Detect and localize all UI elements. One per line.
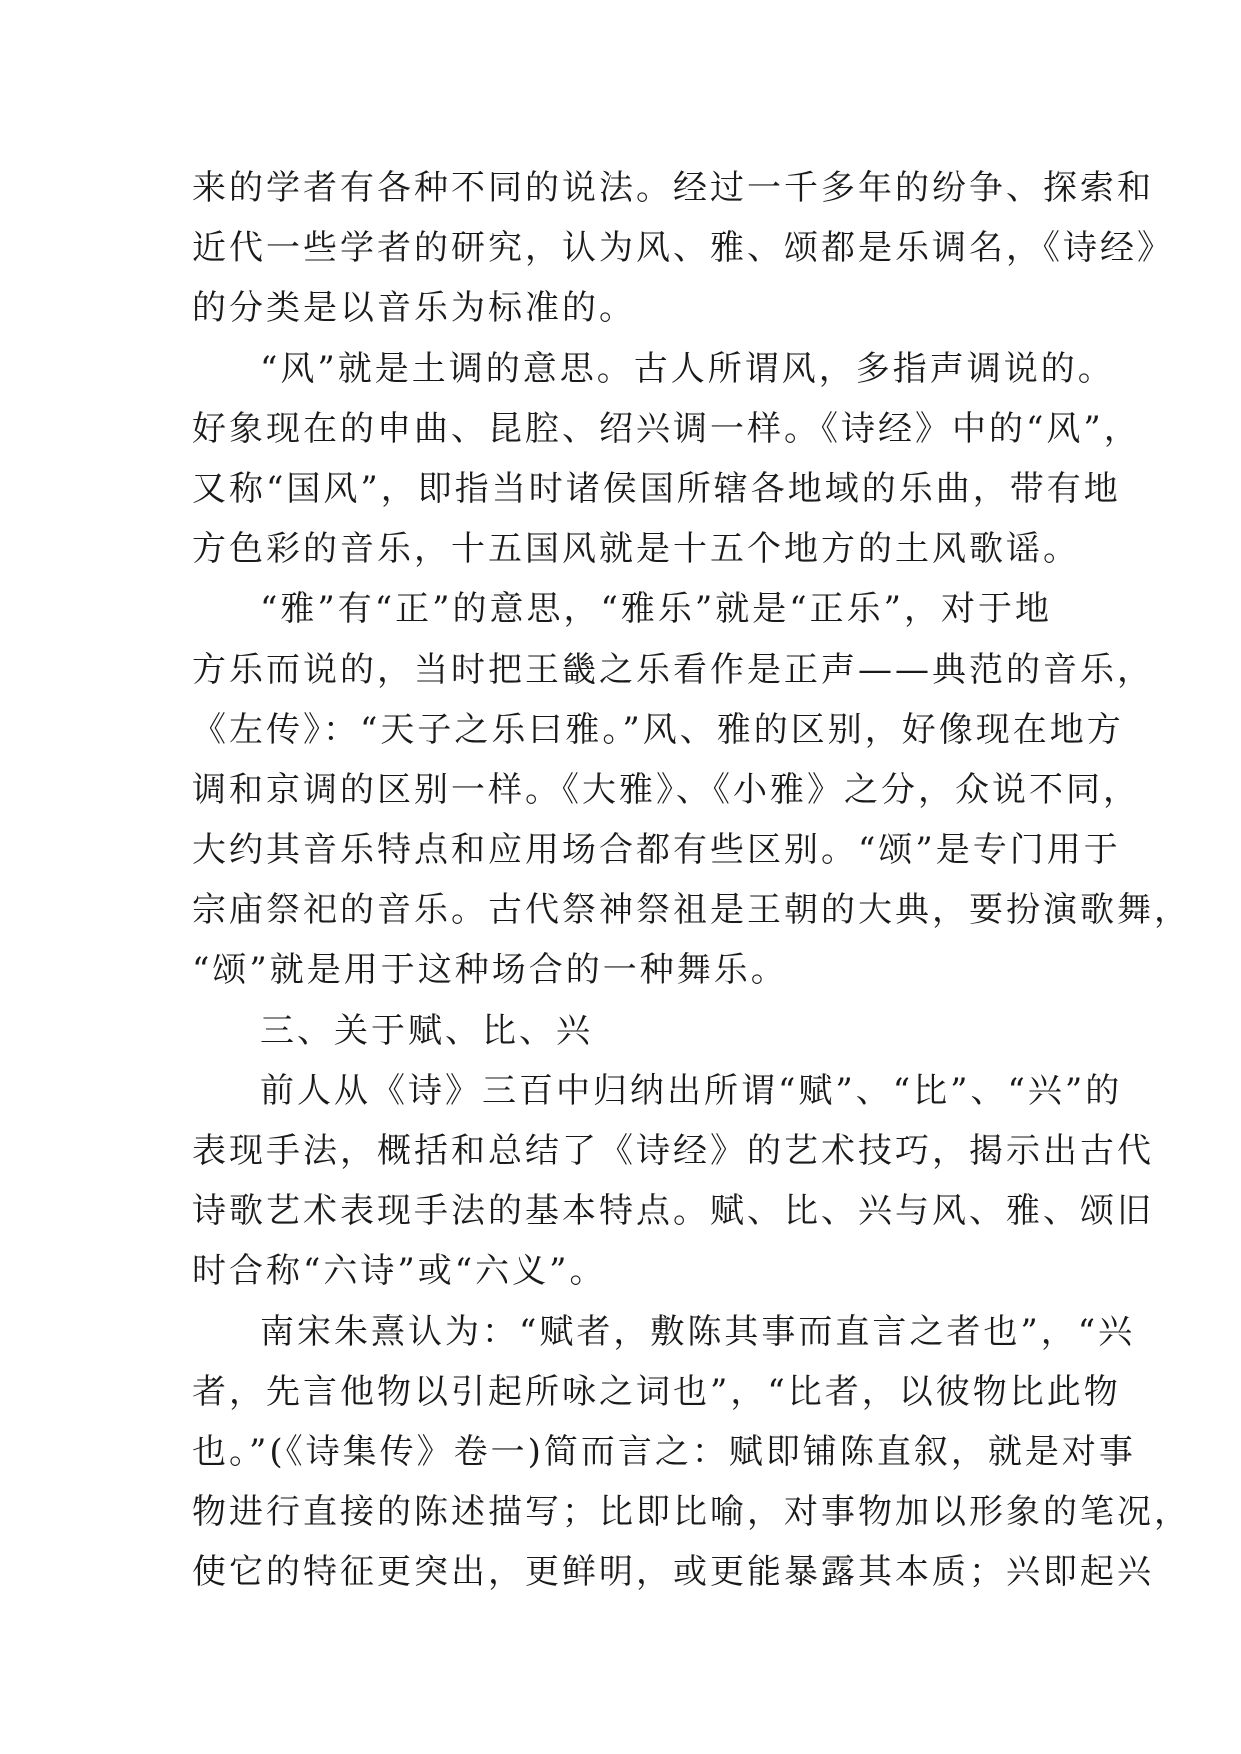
text-line: 宗庙祭祀的音乐。古代祭神祭祖是王朝的大典，要扮演歌舞， bbox=[192, 890, 1191, 931]
text-line: 诗歌艺术表现手法的基本特点。赋、比、兴与风、雅、颂旧 bbox=[192, 1191, 1154, 1232]
text-line: 《左传》：“天子之乐曰雅。”风、雅的区别，好像现在地方 bbox=[192, 709, 1124, 750]
text-line: 表现手法，概括和总结了《诗经》的艺术技巧，揭示出古代 bbox=[192, 1131, 1154, 1171]
text-line: 近代一些学者的研究，认为风、雅、颂都是乐调名，《诗经》 bbox=[192, 228, 1174, 269]
section-heading: 三、关于赋、比、兴 bbox=[260, 1010, 593, 1051]
text-line: 物进行直接的陈述描写；比即比喻，对事物加以形象的笔况， bbox=[192, 1492, 1191, 1533]
text-line: 方乐而说的，当时把王畿之乐看作是正声——典范的音乐， bbox=[192, 649, 1154, 690]
text-line: 又称“国风”，即指当时诸侯国所辖各地域的乐曲，带有地 bbox=[192, 468, 1121, 509]
text-line: 调和京调的区别一样。《大雅》、《小雅》之分，众说不同， bbox=[192, 769, 1140, 810]
text-line: 时合称“六诗”或“六义”。 bbox=[192, 1251, 607, 1292]
text-line: 前人从《诗》三百中归纳出所谓“赋”、“比”、“兴”的 bbox=[260, 1070, 1123, 1111]
text-line: 大约其音乐特点和应用场合都有些区别。“颂”是专门用于 bbox=[192, 830, 1121, 871]
text-line: 的分类是以音乐为标准的。 bbox=[192, 288, 636, 329]
text-line: “颂”就是用于这种场合的一种舞乐。 bbox=[192, 950, 788, 991]
body-text bbox=[192, 158, 1191, 1603]
text-line: 好象现在的申曲、昆腔、绍兴调一样。《诗经》中的“风”， bbox=[192, 408, 1141, 449]
text-line: 者，先言他物以引起所咏之词也”，“比者，以彼物比此物 bbox=[192, 1371, 1121, 1412]
text-line: 来的学者有各种不同的说法。经过一千多年的纷争、探索和 bbox=[192, 168, 1154, 208]
text-line: “雅”有“正”的意思，“雅乐”就是“正乐”，对于地 bbox=[260, 589, 1053, 630]
text-line: 使它的特征更突出，更鲜明，或更能暴露其本质；兴即起兴 bbox=[192, 1552, 1154, 1593]
text-line: 也。”(《诗集传》卷一)简而言之：赋即铺陈直叙，就是对事 bbox=[192, 1431, 1136, 1472]
text-line: “风”就是土调的意思。古人所谓风，多指声调说的。 bbox=[260, 348, 1115, 389]
text-line: 南宋朱熹认为：“赋者，敷陈其事而直言之者也”，“兴 bbox=[260, 1311, 1136, 1352]
text-line: 方色彩的音乐，十五国风就是十五个地方的土风歌谣。 bbox=[192, 529, 1080, 570]
